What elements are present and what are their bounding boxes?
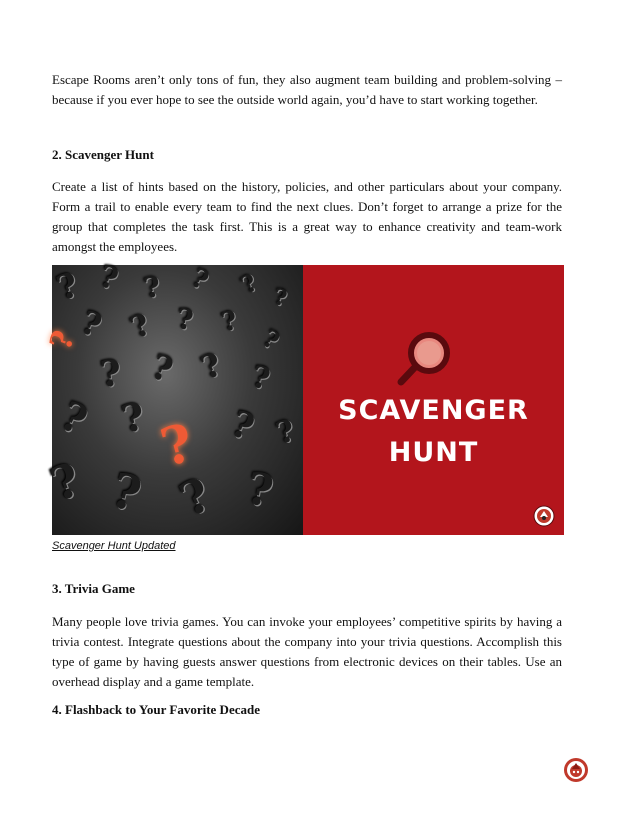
- brand-logo-icon: [563, 757, 589, 783]
- question-marks-photo: [43, 259, 303, 535]
- scavenger-hunt-banner: [303, 265, 564, 535]
- question-mark-glyph: ?: [248, 359, 274, 398]
- highlighted-question-mark-glyph: ?: [154, 412, 200, 479]
- question-mark-glyph: ?: [235, 267, 263, 300]
- question-mark-glyph: ?: [242, 463, 278, 518]
- banner-title-line2: HUNT: [388, 437, 479, 468]
- brand-badge-icon: [533, 505, 555, 527]
- scavenger-hunt-figure: [43, 259, 564, 535]
- question-mark-glyph: ?: [117, 393, 149, 442]
- question-mark-glyph: ?: [105, 462, 147, 524]
- heading-trivia-game: 3. Trivia Game: [52, 581, 135, 596]
- question-mark-glyph: ?: [76, 302, 107, 346]
- banner-title-line1: SCAVENGER: [338, 395, 529, 426]
- highlighted-question-mark-glyph: ?: [43, 326, 83, 355]
- question-mark-glyph: ?: [175, 302, 195, 337]
- paragraph-escape-rooms: Escape Rooms aren’t only tons of fun, they also augment team building and problem-solving – because if you ever hope to see the outside world again, you’d have to start working together.: [52, 72, 562, 107]
- question-mark-glyph: ?: [98, 352, 123, 396]
- magnifier-icon: [395, 327, 455, 387]
- question-mark-glyph: ?: [225, 402, 260, 450]
- question-mark-glyph: ?: [51, 264, 85, 310]
- question-mark-glyph: ?: [53, 392, 95, 445]
- figure-caption-link[interactable]: Scavenger Hunt Updated: [52, 540, 176, 552]
- question-mark-glyph: ?: [141, 269, 164, 306]
- heading-scavenger-hunt: 2. Scavenger Hunt: [52, 147, 154, 162]
- question-mark-glyph: ?: [218, 305, 241, 339]
- question-mark-glyph: ?: [272, 413, 300, 452]
- question-mark-glyph: ?: [171, 466, 220, 528]
- question-mark-glyph: ?: [95, 259, 122, 298]
- question-mark-glyph: ?: [43, 452, 88, 512]
- paragraph-trivia: Many people love trivia games. You can invoke your employees’ competitive spirits by having a trivia contest. Integrate questions about the company into your trivia questions. Accomplish this type of game by having guests answer questions from electronic devices on their tables. Use an overhead display and a game template.: [52, 614, 562, 689]
- question-mark-glyph: ?: [125, 306, 157, 347]
- question-mark-glyph: ?: [186, 263, 213, 297]
- question-mark-glyph: ?: [195, 344, 228, 388]
- paragraph-scavenger-hunt: Create a list of hints based on the history, policies, and other particulars about your company. Form a trail to enable every team to find the next clues. Don’t forget to arrange a prize for the group that completes the task first. This is a great way to enhance creativity and team-work amongst the employees.: [52, 179, 562, 254]
- question-mark-glyph: ?: [146, 346, 178, 392]
- question-mark-glyph: ?: [271, 284, 290, 312]
- heading-flashback: 4. Flashback to Your Favorite Decade: [52, 702, 260, 717]
- question-mark-glyph: ?: [257, 323, 285, 356]
